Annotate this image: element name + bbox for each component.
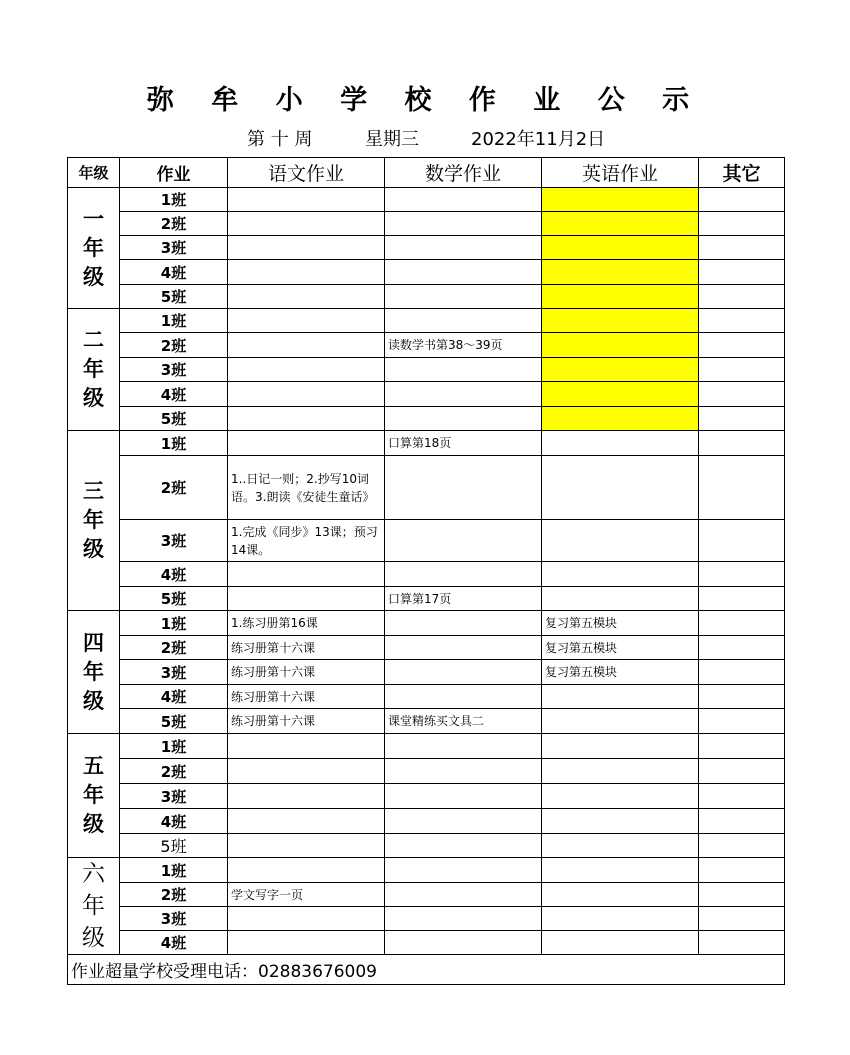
grade-label-char: 年 (82, 893, 105, 919)
grade-label-char: 年 (83, 783, 104, 807)
other-homework-cell (699, 636, 785, 660)
math-homework-cell (385, 931, 542, 955)
table-row (68, 456, 785, 520)
class-label: 2班 (120, 759, 228, 784)
table-row (68, 382, 785, 407)
math-homework-cell (385, 562, 542, 587)
header-chinese: 语文作业 (228, 158, 385, 188)
grade-label-char: 五 (83, 754, 104, 778)
grade-label-char: 年 (83, 659, 104, 684)
grade-label-char: 级 (82, 925, 105, 951)
chinese-homework-cell: 学文写字一页 (228, 883, 385, 907)
english-homework-cell (542, 456, 699, 520)
class-label: 4班 (120, 562, 228, 587)
chinese-homework-cell (228, 188, 385, 212)
chinese-homework-cell (228, 834, 385, 858)
english-homework-cell (542, 236, 699, 260)
english-homework-cell (542, 285, 699, 309)
english-homework-cell (542, 907, 699, 931)
date-label: 2022年11月2日 (471, 129, 606, 150)
table-row (68, 784, 785, 809)
chinese-homework-cell (228, 407, 385, 431)
other-homework-cell (699, 858, 785, 883)
other-homework-cell (699, 907, 785, 931)
other-homework-cell (699, 285, 785, 309)
footer-row (68, 955, 785, 985)
grade-label-char: 级 (83, 812, 104, 836)
class-label: 4班 (120, 931, 228, 955)
class-label: 1班 (120, 309, 228, 333)
table-row (68, 685, 785, 709)
english-homework-cell (542, 382, 699, 407)
table-row (68, 285, 785, 309)
class-label: 3班 (120, 907, 228, 931)
math-homework-cell (385, 236, 542, 260)
grade-label (68, 431, 120, 611)
chinese-homework-cell (228, 587, 385, 611)
class-label: 1班 (120, 734, 228, 759)
chinese-homework-cell: 1..日记一则；2.抄写10词语。3.朗读《安徒生童话》 (228, 456, 385, 520)
grade-label (68, 734, 120, 858)
table-row (68, 809, 785, 834)
math-homework-cell (385, 809, 542, 834)
english-homework-cell (542, 188, 699, 212)
class-label: 4班 (120, 260, 228, 285)
other-homework-cell (699, 734, 785, 759)
math-homework-cell (385, 734, 542, 759)
math-homework-cell (385, 260, 542, 285)
grade-label-char: 六 (82, 861, 105, 887)
english-homework-cell (542, 587, 699, 611)
grade-label-char: 年 (83, 508, 104, 532)
class-label: 1班 (120, 858, 228, 883)
math-homework-cell (385, 285, 542, 309)
grade-label (68, 188, 120, 309)
math-homework-cell (385, 660, 542, 685)
week-label: 第 十 周 (247, 129, 313, 150)
other-homework-cell (699, 260, 785, 285)
table-row (68, 931, 785, 955)
english-homework-cell (542, 260, 699, 285)
math-homework-cell (385, 358, 542, 382)
table-row (68, 520, 785, 562)
other-homework-cell (699, 382, 785, 407)
math-homework-cell (385, 456, 542, 520)
chinese-homework-cell (228, 431, 385, 456)
class-label: 2班 (120, 212, 228, 236)
other-homework-cell (699, 520, 785, 562)
other-homework-cell (699, 685, 785, 709)
other-homework-cell (699, 188, 785, 212)
class-label: 3班 (120, 520, 228, 562)
chinese-homework-cell (228, 382, 385, 407)
chinese-homework-cell (228, 260, 385, 285)
math-homework-cell (385, 858, 542, 883)
other-homework-cell (699, 456, 785, 520)
class-label: 5班 (120, 709, 228, 734)
english-homework-cell (542, 309, 699, 333)
subtitle (0, 125, 850, 149)
table-row (68, 212, 785, 236)
math-homework-cell (385, 188, 542, 212)
english-homework-cell (542, 407, 699, 431)
other-homework-cell (699, 309, 785, 333)
grade-label (68, 309, 120, 431)
header-other: 其它 (699, 158, 785, 188)
chinese-homework-cell (228, 285, 385, 309)
other-homework-cell (699, 236, 785, 260)
class-label: 5班 (120, 407, 228, 431)
math-homework-cell (385, 685, 542, 709)
english-homework-cell (542, 562, 699, 587)
class-label: 5班 (120, 285, 228, 309)
class-label: 4班 (120, 685, 228, 709)
english-homework-cell (542, 784, 699, 809)
grade-label-char: 年 (83, 235, 104, 260)
class-label: 3班 (120, 784, 228, 809)
class-label: 2班 (120, 883, 228, 907)
table-row (68, 611, 785, 636)
math-homework-cell (385, 759, 542, 784)
other-homework-cell (699, 212, 785, 236)
other-homework-cell (699, 407, 785, 431)
chinese-homework-cell: 练习册第十六课 (228, 636, 385, 660)
chinese-homework-cell (228, 784, 385, 809)
grade-label-char: 年 (83, 357, 104, 381)
other-homework-cell (699, 333, 785, 358)
table-row (68, 834, 785, 858)
class-label: 5班 (120, 834, 228, 858)
table-row (68, 883, 785, 907)
math-homework-cell: 口算第18页 (385, 431, 542, 456)
grade-label-char: 三 (83, 479, 104, 503)
header-english: 英语作业 (542, 158, 699, 188)
chinese-homework-cell (228, 358, 385, 382)
class-label: 2班 (120, 456, 228, 520)
class-label: 4班 (120, 382, 228, 407)
english-homework-cell: 复习第五模块 (542, 636, 699, 660)
english-homework-cell (542, 759, 699, 784)
english-homework-cell: 复习第五模块 (542, 660, 699, 685)
table-row (68, 660, 785, 685)
homework-table (67, 157, 785, 985)
chinese-homework-cell (228, 236, 385, 260)
english-homework-cell (542, 834, 699, 858)
math-homework-cell (385, 907, 542, 931)
english-homework-cell (542, 734, 699, 759)
table-row (68, 562, 785, 587)
chinese-homework-cell: 1.完成《同步》13课；预习14课。 (228, 520, 385, 562)
table-row (68, 759, 785, 784)
table-row (68, 587, 785, 611)
other-homework-cell (699, 431, 785, 456)
english-homework-cell (542, 709, 699, 734)
english-homework-cell (542, 883, 699, 907)
chinese-homework-cell (228, 931, 385, 955)
chinese-homework-cell (228, 759, 385, 784)
grade-label-char: 二 (83, 328, 104, 352)
chinese-homework-cell (228, 734, 385, 759)
class-label: 3班 (120, 660, 228, 685)
grade-label (68, 858, 120, 955)
other-homework-cell (699, 931, 785, 955)
english-homework-cell (542, 858, 699, 883)
table-row (68, 236, 785, 260)
table-row (68, 636, 785, 660)
table-row (68, 358, 785, 382)
english-homework-cell (542, 809, 699, 834)
other-homework-cell (699, 809, 785, 834)
english-homework-cell (542, 431, 699, 456)
page-title: 弥 牟 小 学 校 作 业 公 示 (146, 85, 704, 116)
other-homework-cell (699, 660, 785, 685)
table-row (68, 907, 785, 931)
math-homework-cell (385, 636, 542, 660)
english-homework-cell (542, 212, 699, 236)
chinese-homework-cell (228, 333, 385, 358)
class-label: 1班 (120, 431, 228, 456)
class-label: 3班 (120, 358, 228, 382)
chinese-homework-cell: 1.练习册第16课 (228, 611, 385, 636)
class-label: 1班 (120, 611, 228, 636)
chinese-homework-cell (228, 562, 385, 587)
header-row (68, 158, 785, 188)
chinese-homework-cell: 练习册第十六课 (228, 709, 385, 734)
chinese-homework-cell (228, 858, 385, 883)
table-row (68, 734, 785, 759)
table-row (68, 188, 785, 212)
math-homework-cell (385, 834, 542, 858)
other-homework-cell (699, 784, 785, 809)
grade-label-char: 级 (83, 264, 104, 289)
math-homework-cell (385, 883, 542, 907)
table-row (68, 407, 785, 431)
weekday-label: 星期三 (365, 129, 419, 150)
class-label: 2班 (120, 333, 228, 358)
other-homework-cell (699, 611, 785, 636)
other-homework-cell (699, 587, 785, 611)
math-homework-cell: 口算第17页 (385, 587, 542, 611)
chinese-homework-cell: 练习册第十六课 (228, 660, 385, 685)
table-row (68, 858, 785, 883)
english-homework-cell: 复习第五模块 (542, 611, 699, 636)
other-homework-cell (699, 562, 785, 587)
header-grade: 年级 (68, 158, 120, 188)
math-homework-cell (385, 520, 542, 562)
grade-label (68, 611, 120, 734)
chinese-homework-cell (228, 809, 385, 834)
table-row (68, 709, 785, 734)
grade-label-char: 四 (83, 630, 104, 655)
grade-label-char: 一 (83, 206, 104, 231)
math-homework-cell (385, 309, 542, 333)
other-homework-cell (699, 709, 785, 734)
math-homework-cell (385, 784, 542, 809)
class-label: 1班 (120, 188, 228, 212)
header-homework: 作业 (120, 158, 228, 188)
other-homework-cell (699, 358, 785, 382)
table-row (68, 431, 785, 456)
grade-label-char: 级 (83, 537, 104, 561)
math-homework-cell: 读数学书第38～39页 (385, 333, 542, 358)
math-homework-cell: 课堂精练买文具二 (385, 709, 542, 734)
table-row (68, 309, 785, 333)
english-homework-cell (542, 358, 699, 382)
chinese-homework-cell (228, 907, 385, 931)
table-row (68, 333, 785, 358)
table-row (68, 260, 785, 285)
other-homework-cell (699, 883, 785, 907)
english-homework-cell (542, 520, 699, 562)
math-homework-cell (385, 212, 542, 236)
english-homework-cell (542, 333, 699, 358)
header-math: 数学作业 (385, 158, 542, 188)
chinese-homework-cell (228, 309, 385, 333)
chinese-homework-cell (228, 212, 385, 236)
grade-label-char: 级 (83, 386, 104, 410)
class-label: 4班 (120, 809, 228, 834)
class-label: 2班 (120, 636, 228, 660)
chinese-homework-cell: 练习册第十六课 (228, 685, 385, 709)
grade-label-char: 级 (83, 688, 104, 713)
english-homework-cell (542, 931, 699, 955)
other-homework-cell (699, 759, 785, 784)
class-label: 3班 (120, 236, 228, 260)
complaint-hotline: 作业超量学校受理电话：02883676009 (68, 955, 785, 985)
class-label: 5班 (120, 587, 228, 611)
math-homework-cell (385, 382, 542, 407)
math-homework-cell (385, 611, 542, 636)
english-homework-cell (542, 685, 699, 709)
math-homework-cell (385, 407, 542, 431)
other-homework-cell (699, 834, 785, 858)
